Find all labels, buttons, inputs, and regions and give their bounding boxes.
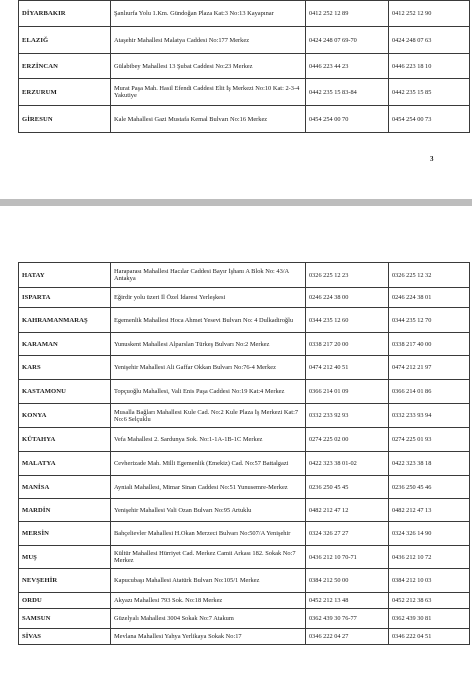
phone-cell: 0436 212 10 70-71 [306,546,389,569]
fax-cell: 0326 225 12 32 [389,263,470,288]
address-cell: Şanlıurfa Yolu 1.Km. Gündoğan Plaza Kat:3 No:13 Kayapınar [111,1,306,27]
table-row [19,308,470,333]
table-row [19,499,470,522]
phone-cell: 0452 212 13 48 [306,593,389,609]
address-cell: Güzelyalı Mahallesi 3004 Sokak No:7 Atakum [111,609,306,629]
fax-cell: 0346 222 04 51 [389,629,470,645]
city-cell: HATAY [19,263,111,288]
city-cell: KARS [19,356,111,380]
table-row [19,356,470,380]
city-cell: KÜTAHYA [19,428,111,452]
table-row [19,79,470,106]
table-row [19,54,470,79]
fax-cell: 0474 212 21 97 [389,356,470,380]
fax-cell: 0362 439 30 81 [389,609,470,629]
fax-cell: 0246 224 38 01 [389,288,470,308]
table-row [19,380,470,404]
address-cell: Yenişehir Mahallesi Vali Ozan Bulvarı No:95 Artuklu [111,499,306,522]
city-cell: ERZİNCAN [19,54,111,79]
city-cell: KARAMAN [19,333,111,356]
address-cell: Murat Paşa Mah. Hasil Efendi Caddesi Elit İş Merkezi No:10 Kat: 2-3-4 Yakutiye [111,79,306,106]
table-row [19,106,470,133]
fax-cell: 0446 223 18 10 [389,54,470,79]
fax-cell: 0366 214 01 86 [389,380,470,404]
address-cell: Yenişehir Mahallesi Ali Gaffar Okkan Bulvarı No:76-4 Merkez [111,356,306,380]
address-cell: Vefa Mahallesi 2. Sardunya Sok. No:1-1A-1B-1C Merkez [111,428,306,452]
fax-cell: 0436 212 10 72 [389,546,470,569]
table-row [19,609,470,629]
fax-cell: 0384 212 10 03 [389,569,470,593]
fax-cell: 0442 235 15 85 [389,79,470,106]
fax-cell: 0274 225 01 93 [389,428,470,452]
address-cell: Eğirdir yolu üzeri İl Özel İdaresi Yerleşkesi [111,288,306,308]
office-table-top [18,0,470,133]
table-row [19,27,470,54]
city-cell: KONYA [19,404,111,428]
fax-cell: 0324 326 14 90 [389,522,470,546]
city-cell: GİRESUN [19,106,111,133]
address-cell: Haraparası Mahallesi Hacılar Caddesi Bayır İşhanı A Blok No: 43/A Antakya [111,263,306,288]
table-row [19,333,470,356]
phone-cell: 0412 252 12 89 [306,1,389,27]
phone-cell: 0332 233 92 93 [306,404,389,428]
phone-cell: 0422 323 38 01-02 [306,452,389,476]
fax-cell: 0338 217 40 00 [389,333,470,356]
city-cell: ISPARTA [19,288,111,308]
table-row [19,593,470,609]
phone-cell: 0366 214 01 09 [306,380,389,404]
fax-cell: 0236 250 45 46 [389,476,470,499]
address-cell: Mevlana Mahallesi Yahya Yerlikaya Sokak No:17 [111,629,306,645]
fax-cell: 0452 212 38 63 [389,593,470,609]
table-row [19,428,470,452]
table-row [19,404,470,428]
city-cell: ERZURUM [19,79,111,106]
fax-cell: 0424 248 07 63 [389,27,470,54]
address-cell: Egemenlik Mahallesi Hoca Ahmet Yesevi Bulvarı No: 4 Dulkadiroğlu [111,308,306,333]
table-row [19,263,470,288]
table-row [19,452,470,476]
city-cell: MERSİN [19,522,111,546]
city-cell: KAHRAMANMARAŞ [19,308,111,333]
phone-cell: 0324 326 27 27 [306,522,389,546]
phone-cell: 0274 225 02 00 [306,428,389,452]
phone-cell: 0442 235 15 83-84 [306,79,389,106]
fax-cell: 0482 212 47 13 [389,499,470,522]
phone-cell: 0338 217 20 00 [306,333,389,356]
fax-cell: 0344 235 12 70 [389,308,470,333]
address-cell: Bahçelievler Mahallesi H.Okan Merzeci Bulvarı No:507/A Yenişehir [111,522,306,546]
address-cell: Kapucubaşı Mahallesi Atatürk Bulvarı No:105/1 Merkez [111,569,306,593]
phone-cell: 0482 212 47 12 [306,499,389,522]
phone-cell: 0424 248 07 69-70 [306,27,389,54]
fax-cell: 0454 254 00 73 [389,106,470,133]
city-cell: NEVŞEHİR [19,569,111,593]
fax-cell: 0332 233 93 94 [389,404,470,428]
city-cell: MUŞ [19,546,111,569]
city-cell: ORDU [19,593,111,609]
phone-cell: 0446 223 44 23 [306,54,389,79]
table-row [19,288,470,308]
table-row [19,546,470,569]
address-cell: Gülabibey Mahallesi 13 Şubat Caddesi No:23 Merkez [111,54,306,79]
address-cell: Topçuoğlu Mahallesi, Vali Enis Paşa Caddesi No:19 Kat:4 Merkez [111,380,306,404]
table-row [19,569,470,593]
city-cell: SAMSUN [19,609,111,629]
table-row [19,629,470,645]
phone-cell: 0362 439 30 76-77 [306,609,389,629]
table-row [19,476,470,499]
city-cell: MARDİN [19,499,111,522]
city-cell: DİYARBAKIR [19,1,111,27]
page-number: 3 [430,155,434,163]
address-cell: Ataşehir Mahallesi Malatya Caddesi No:177 Merkez [111,27,306,54]
phone-cell: 0326 225 12 23 [306,263,389,288]
phone-cell: 0346 222 04 27 [306,629,389,645]
city-cell: ELAZIĞ [19,27,111,54]
phone-cell: 0384 212 50 00 [306,569,389,593]
address-cell: Ayniali Mahallesi, Mimar Sinan Caddesi No:51 Yunusemre-Merkez [111,476,306,499]
city-cell: SİVAS [19,629,111,645]
table-row [19,1,470,27]
city-cell: KASTAMONU [19,380,111,404]
table-row [19,522,470,546]
address-cell: Cevherizade Mah. Milli Egemenlik (Emekiz) Cad. No:57 Battalgazi [111,452,306,476]
phone-cell: 0344 235 12 60 [306,308,389,333]
address-cell: Kale Mahallesi Gazi Mustafa Kemal Bulvarı No:16 Merkez [111,106,306,133]
address-cell: Musalla Bağları Mahallesi Kule Cad. No:2 Kule Plaza İş Merkezi Kat:7 No:6 Selçuklu [111,404,306,428]
fax-cell: 0422 323 38 18 [389,452,470,476]
phone-cell: 0474 212 40 51 [306,356,389,380]
address-cell: Akyazı Mahallesi 793 Sok. No:18 Merkez [111,593,306,609]
city-cell: MALATYA [19,452,111,476]
phone-cell: 0246 224 38 00 [306,288,389,308]
address-cell: Yunuskent Mahallesi Alparslan Türkeş Bulvarı No:2 Merkez [111,333,306,356]
office-table-bottom [18,262,470,645]
phone-cell: 0236 250 45 45 [306,476,389,499]
address-cell: Kültür Mahallesi Hürriyet Cad. Merkez Camii Arkası 182. Sokak No:7 Merkez [111,546,306,569]
city-cell: MANİSA [19,476,111,499]
page-separator [0,199,472,206]
fax-cell: 0412 252 12 90 [389,1,470,27]
phone-cell: 0454 254 00 70 [306,106,389,133]
